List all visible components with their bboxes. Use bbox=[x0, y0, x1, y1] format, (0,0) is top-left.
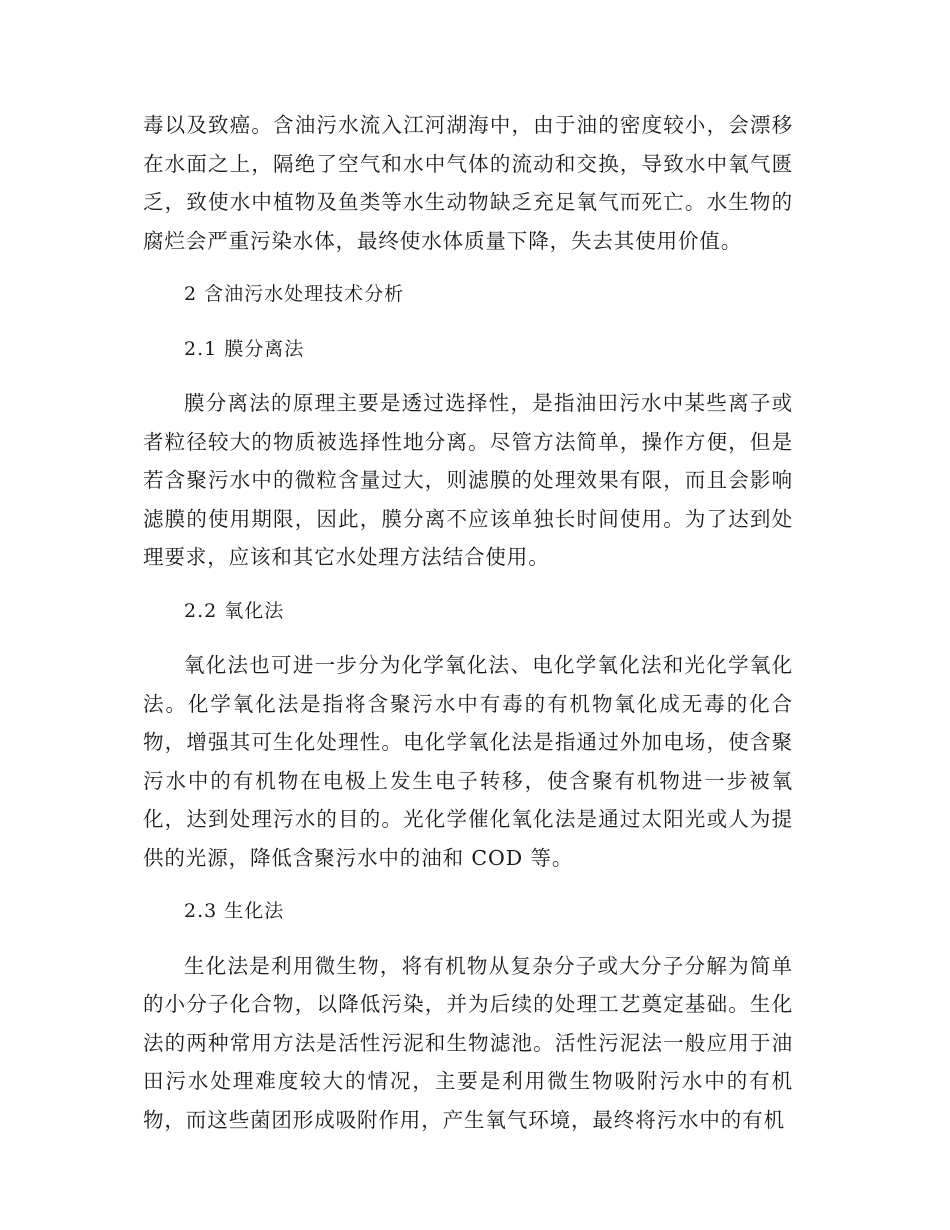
section-2-heading: 2 含油污水处理技术分析 bbox=[184, 283, 405, 305]
section-2-1-heading: 2.1 膜分离法 bbox=[184, 337, 305, 360]
section-2-2-heading: 2.2 氧化法 bbox=[184, 599, 285, 622]
section-2-3-heading: 2.3 生化法 bbox=[184, 900, 285, 922]
intro-paragraph: 毒以及致癌。含油污水流入江河湖海中，由于油的密度较小，会漂移在水面之上，隔绝了空气和水中气体的流动和交换，导致水中氧气匮乏，致使水中植物及鱼类等水生动物缺乏充足氧气而死亡。水生物的腐烂会严重污染水体，最终使水体质量下降，失去其使用价值。 bbox=[143, 113, 793, 253]
section-2-3-paragraph: 生化法是利用微生物，将有机物从复杂分子或大分子分解为简单的小分子化合物，以降低污染，并为后续的处理工艺奠定基础。生化法的两种常用方法是活性污泥和生物滤池。活性污泥法一般应用于油田污水处理难度较大的情况，主要是利用微生物吸附污水中的有机物，而这些菌团形成吸附作用，产生氧气环境，最终将污水中的有机 bbox=[143, 953, 793, 1132]
section-2-2-paragraph: 氧化法也可进一步分为化学氧化法、电化学氧化法和光化学氧化法。化学氧化法是指将含聚污水中有毒的有机物氧化成无毒的化合物，增强其可生化处理性。电化学氧化法是指通过外加电场，使含聚污水中的有机物在电极上发生电子转移，使含聚有机物进一步被氧化，达到处理污水的目的。光化学催化氧化法是通过太阳光或人为提供的光源，降低含聚污水中的油和 COD 等。 bbox=[143, 653, 793, 870]
section-2-1-paragraph: 膜分离法的原理主要是透过选择性，是指油田污水中某些离子或者粒径较大的物质被选择性地分离。尽管方法简单，操作方便，但是若含聚污水中的微粒含量过大，则滤膜的处理效果有限，而且会影响滤膜的使用期限，因此，膜分离不应该单独长时间使用。为了达到处理要求，应该和其它水处理方法结合使用。 bbox=[143, 391, 793, 569]
document-page bbox=[143, 106, 793, 1139]
